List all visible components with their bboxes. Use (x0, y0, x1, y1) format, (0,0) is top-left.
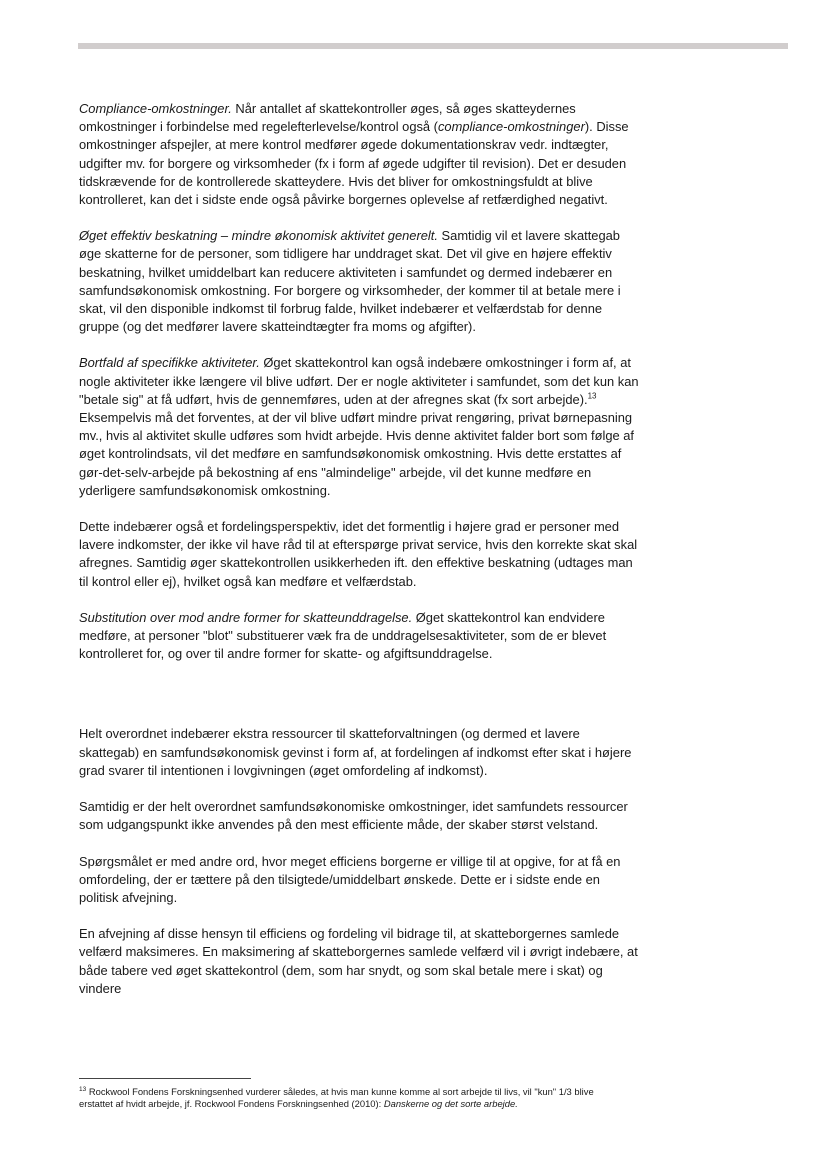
footnote-divider (79, 1078, 251, 1079)
paragraph-effective-taxation (79, 227, 639, 336)
paragraph-text: Dette indebærer også et fordelingsperspektiv, idet det formentlig i højere grad er personer med lavere indkomster, der ikke vil have råd til at efterspørge privat service, hvis den korrekte skat skal afregnes. Samtidig øger skattekontrollen usikkerheden ift. den effektive beskatning (udtages man til kontrol eller ej), hvilket også kan medføre et velfærdstab. (79, 519, 638, 589)
footnote (79, 1086, 619, 1111)
footnote-reference: 13 (587, 391, 597, 401)
paragraph-text: Øget skattekontrol kan endvidere medføre, at personer "blot" substituerer væk fra de unddragelsesaktiviteter, som de er blevet kontrolleret for, og over til andre former for skatte- og afgiftsunddragelse. (79, 609, 607, 662)
paragraph-heading: Bortfald af specifikke aktiviteter. (79, 355, 260, 371)
paragraph-text: Øget skattekontrol kan også indebære omkostninger i form af, at nogle aktiviteter ikke længere vil blive udført. Der er nogle aktiviteter i samfundet, som det kun kan "betale sig" at få udført, hvis de gennemføres, uden at der afregnes skat (fx sort arbejde). (79, 355, 639, 407)
document-body (79, 100, 639, 1016)
footnote-source-title: Danskerne og det sorte arbejde. (383, 1098, 518, 1110)
header-rule (78, 43, 788, 49)
paragraph-activities (79, 354, 639, 500)
paragraph-balance (79, 925, 639, 998)
paragraph-heading: Compliance-omkostninger. (79, 101, 232, 116)
footnote-text: Rockwool Fondens Forskningsenhed vurderer således, at hvis man kunne komme al sort arbejde til livs, vil "kun" 1/3 blive erstattet af hvidt arbejde, jf. Rockwool Fondens Forskningsenhed (2010): (79, 1086, 594, 1110)
paragraph-text: Eksempelvis må det forventes, at der vil blive udført mindre privat rengøring, privat børnepasning mv., hvis al aktivitet skulle udføres som hvidt arbejde. Hvis denne aktivitet falder bort som følge af øget kontrolindsats, vil det medføre en samfundsøkonomisk omkostning. Hvis dette erstattes af gør-det-selv-arbejde på bekostning af ens "almindelige" arbejde, vil det kunne medføre en yderligere samfundsøkonomisk omkostning. (79, 410, 635, 498)
paragraph-substitution (79, 609, 639, 664)
paragraph-question (79, 853, 639, 908)
paragraph-text: Når antallet af skattekontroller øges, så øges skatteydernes omkostninger i forbindelse med regelefterlevelse/kontrol også ( (79, 101, 576, 135)
paragraph-overall (79, 725, 639, 780)
paragraph-costs (79, 798, 639, 834)
paragraph-text: En afvejning af disse hensyn til efficiens og fordeling vil bidrage til, at skatteborgernes samlede velfærd maksimeres. En maksimering af skatteborgernes samlede velfærd vil i øvrigt indebære, at både tabere ved øget skattekontrol (dem, som har snydt, og som skal betale mere i skat) og vindere (79, 926, 638, 996)
paragraph-heading: Substitution over mod andre former for skatteunddragelse. (79, 609, 413, 625)
section-gap (79, 681, 639, 725)
paragraph-text: ). Disse omkostninger afspejler, at mere kontrol medfører øgede dokumentationskrav vedr. indtægter, udgifter mv. for borgere og virksomheder (fx i form af øgede udgifter til revision). Det er desuden tidskrævende for de kontrollerede skatteydere. Hvis det bliver for omkostningsfuldt at blive kontrolleret, kan det i sidste ende også påvirke borgernes oplevelse af retfærdighed negativt. (79, 119, 629, 208)
paragraph-text: Samtidig er der helt overordnet samfundsøkonomiske omkostninger, idet samfundets ressourcer som udgangspunkt ikke anvendes på den mest efficiente måde, der skaber størst velstand. (79, 799, 628, 833)
paragraph-text: Helt overordnet indebærer ekstra ressourcer til skatteforvaltningen (og dermed et lavere skattegab) en samfundsøkonomisk gevinst i form af, at fordelingen af indkomst efter skat i højere grad svarer til intentionen i lovgivningen (øget omfordeling af indkomst). (79, 726, 632, 778)
paragraph-compliance (79, 100, 639, 209)
paragraph-text: Samtidig vil et lavere skattegab øge skatterne for de personer, som tidligere har unddraget skat. Det vil give en højere effektiv beskatning, hvilket umiddelbart kan reducere aktiviteten i samfundet og dermed indebærer en samfundsøkonomisk omkostning. For borgere og virksomheder, der kommer til at betale mere i skat, vil den disponible indkomst til forbrug falde, hvilket indebærer et velfærdstab for denne gruppe (og det medfører lavere skatteindtægter fra moms og afgifter). (79, 228, 621, 335)
paragraph-distribution (79, 518, 639, 591)
paragraph-term: compliance-omkostninger (437, 119, 585, 135)
paragraph-text: Spørgsmålet er med andre ord, hvor meget efficiens borgerne er villige til at opgive, for at få en omfordeling, der er tættere på den tilsigtede/umiddelbart ønskede. Dette er i sidste ende en politisk afvejning. (79, 853, 621, 905)
paragraph-heading: Øget effektiv beskatning – mindre økonomisk aktivitet generelt. (79, 228, 438, 244)
footnote-number: 13 (79, 1085, 87, 1093)
